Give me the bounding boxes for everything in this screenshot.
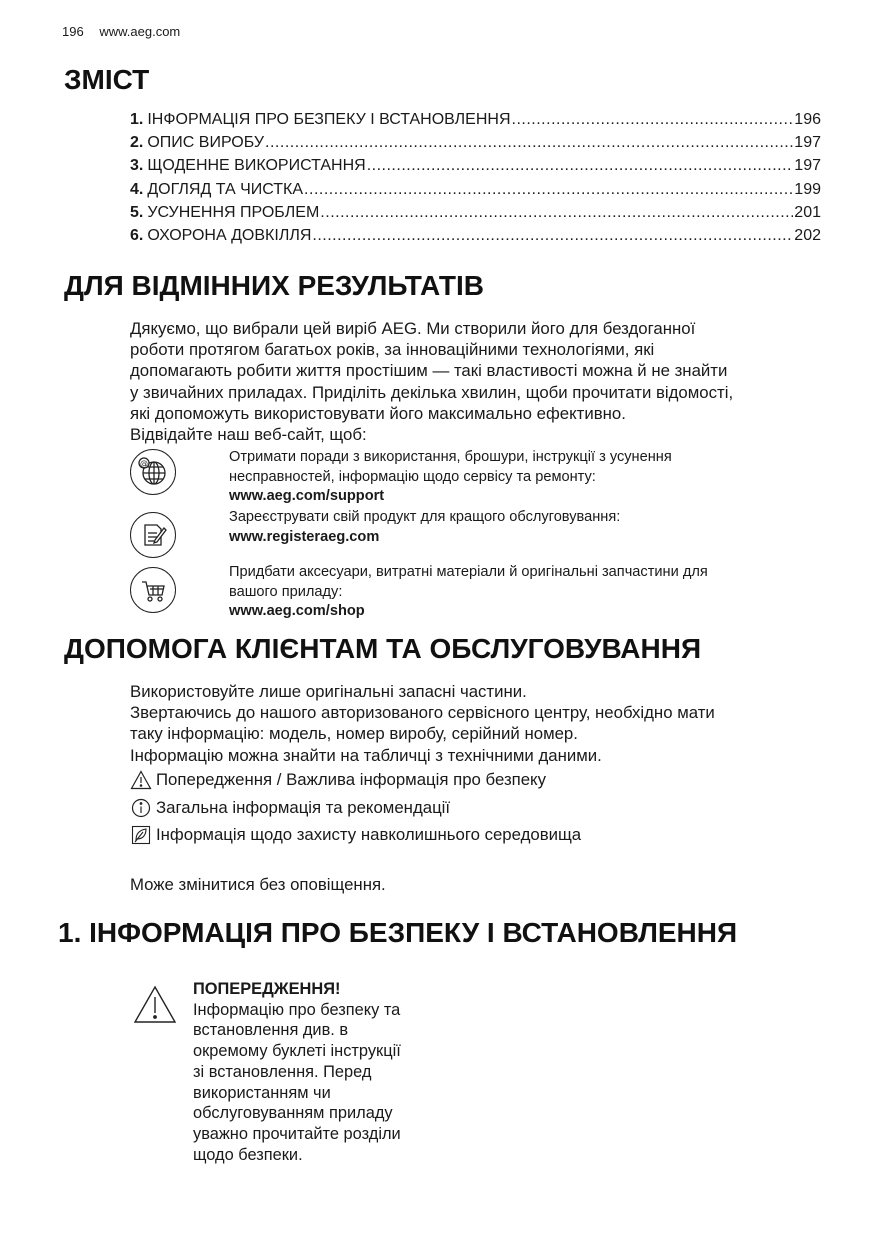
toc-dot-leader — [304, 181, 793, 199]
legend-text: Загальна інформація та рекомендації — [156, 798, 451, 817]
toc-dot-leader — [512, 111, 794, 129]
info-icon — [130, 797, 152, 819]
change-note: Може змінитися без оповіщення. — [130, 875, 386, 894]
service-title: ДОПОМОГА КЛІЄНТАМ ТА ОБСЛУГОВУВАННЯ — [64, 633, 702, 664]
legend-info — [130, 797, 450, 819]
warning-line: встановлення див. в — [193, 1021, 349, 1040]
text-line: які допоможуть використовувати його максимально ефективно. — [130, 403, 626, 423]
legend-text: Інформація щодо захисту навколишнього середовища — [156, 825, 582, 844]
toc-item-label: ОХОРОНА ДОВКІЛЛЯ — [147, 226, 312, 244]
page-number: 196 — [62, 24, 84, 39]
toc-dot-leader — [265, 134, 793, 152]
toc-item-number: 5. — [130, 203, 144, 221]
toc-item-number: 3. — [130, 157, 144, 175]
web-item-text: несправностей, інформацію щодо сервісу та ремонту: — [229, 468, 596, 485]
toc-item-number: 4. — [130, 180, 144, 198]
warning-line: використанням чи — [193, 1083, 331, 1102]
web-item-text: Отримати поради з використання, брошури, інструкції з усунення — [229, 449, 672, 465]
text-line: Дякуємо, що вибрали цей виріб AEG. Ми створили його для бездоганної — [130, 319, 696, 338]
text-line: Інформацію можна знайти на табличці з технічними даними. — [130, 745, 602, 765]
table-of-contents — [130, 111, 821, 250]
toc-item[interactable] — [130, 204, 821, 227]
safety-warning — [193, 979, 433, 1165]
safety-title: 1. ІНФОРМАЦІЯ ПРО БЕЗПЕКУ І ВСТАНОВЛЕННЯ — [58, 917, 738, 948]
text-line: роботи протягом багатьох років, за інноваційними технологіями, які — [130, 340, 655, 360]
toc-item-page: 197 — [794, 157, 821, 175]
toc-item-page: 201 — [794, 203, 821, 221]
toc-item-label: ОПИС ВИРОБУ — [147, 134, 265, 152]
legend-text: Попередження / Важлива інформація про безпеку — [156, 770, 546, 789]
register-link[interactable]: www.registeraeg.com — [229, 528, 380, 545]
results-title: ДЛЯ ВІДМІННИХ РЕЗУЛЬТАТІВ — [64, 270, 484, 301]
text-line: допомагають робити життя простішим — такі властивості можна й не знайти — [130, 361, 728, 381]
site-url[interactable]: www.aeg.com — [99, 24, 181, 39]
toc-item-label: ІНФОРМАЦІЯ ПРО БЕЗПЕКУ І ВСТАНОВЛЕННЯ — [147, 111, 511, 128]
register-icon — [130, 512, 176, 558]
toc-dot-leader — [367, 157, 794, 175]
support-link[interactable]: www.aeg.com/support — [229, 488, 385, 505]
warning-icon — [133, 985, 177, 1025]
toc-item-number: 6. — [130, 226, 144, 244]
warning-icon — [130, 769, 152, 791]
toc-item[interactable] — [130, 181, 821, 204]
globe-icon — [130, 449, 176, 495]
toc-title: ЗМІСТ — [64, 64, 150, 95]
warning-line: зі встановлення. Перед — [193, 1062, 372, 1081]
text-line: таку інформацію: модель, номер виробу, серійний номер. — [130, 724, 578, 744]
warning-line: Інформацію про безпеку та — [193, 1000, 401, 1019]
toc-item-page: 202 — [794, 226, 821, 244]
warning-line: щодо безпеки. — [193, 1145, 303, 1164]
results-paragraph — [130, 318, 830, 445]
text-line: Використовуйте лише оригінальні запасні частини. — [130, 682, 527, 701]
leaf-icon — [130, 824, 152, 846]
warning-line: окремому буклеті інструкції — [193, 1042, 401, 1061]
toc-dot-leader — [320, 204, 793, 222]
web-item-text: вашого приладу: — [229, 583, 343, 600]
toc-item-number: 1. — [130, 111, 144, 128]
shopping-cart-icon — [130, 567, 176, 613]
text-line: Відвідайте наш веб-сайт, щоб: — [130, 425, 367, 445]
text-line: Звертаючись до нашого авторизованого сервісного центру, необхідно мати — [130, 703, 715, 723]
warning-title: ПОПЕРЕДЖЕННЯ! — [193, 980, 341, 998]
toc-item-number: 2. — [130, 134, 144, 152]
web-item-text: Зареєструвати свій продукт для кращого обслуговування: — [229, 509, 621, 525]
text-line: у звичайних приладах. Приділіть декілька хвилин, щоби прочитати відомості, — [130, 382, 734, 402]
page-header — [62, 24, 180, 39]
toc-item-page: 197 — [794, 134, 821, 152]
toc-item-label: ДОГЛЯД ТА ЧИСТКА — [147, 180, 304, 198]
toc-item[interactable] — [130, 157, 821, 180]
toc-item[interactable] — [130, 134, 821, 157]
svg-text:@: @ — [140, 459, 148, 468]
service-paragraph — [130, 681, 830, 766]
toc-dot-leader — [312, 227, 793, 245]
legend-warning — [130, 769, 546, 791]
web-item-text: Придбати аксесуари, витратні матеріали й оригінальні запчастини для — [229, 564, 708, 580]
toc-item-page: 196 — [794, 111, 821, 128]
toc-item-label: ЩОДЕННЕ ВИКОРИСТАННЯ — [147, 157, 366, 175]
legend-environment — [130, 824, 581, 846]
warning-line: уважно прочитайте розділи — [193, 1124, 401, 1143]
toc-item[interactable] — [130, 111, 821, 134]
toc-item-page: 199 — [794, 180, 821, 198]
toc-item[interactable] — [130, 227, 821, 250]
toc-item-label: УСУНЕННЯ ПРОБЛЕМ — [147, 203, 320, 221]
shop-link[interactable]: www.aeg.com/shop — [229, 603, 365, 620]
warning-line: обслуговуванням приладу — [193, 1104, 393, 1123]
